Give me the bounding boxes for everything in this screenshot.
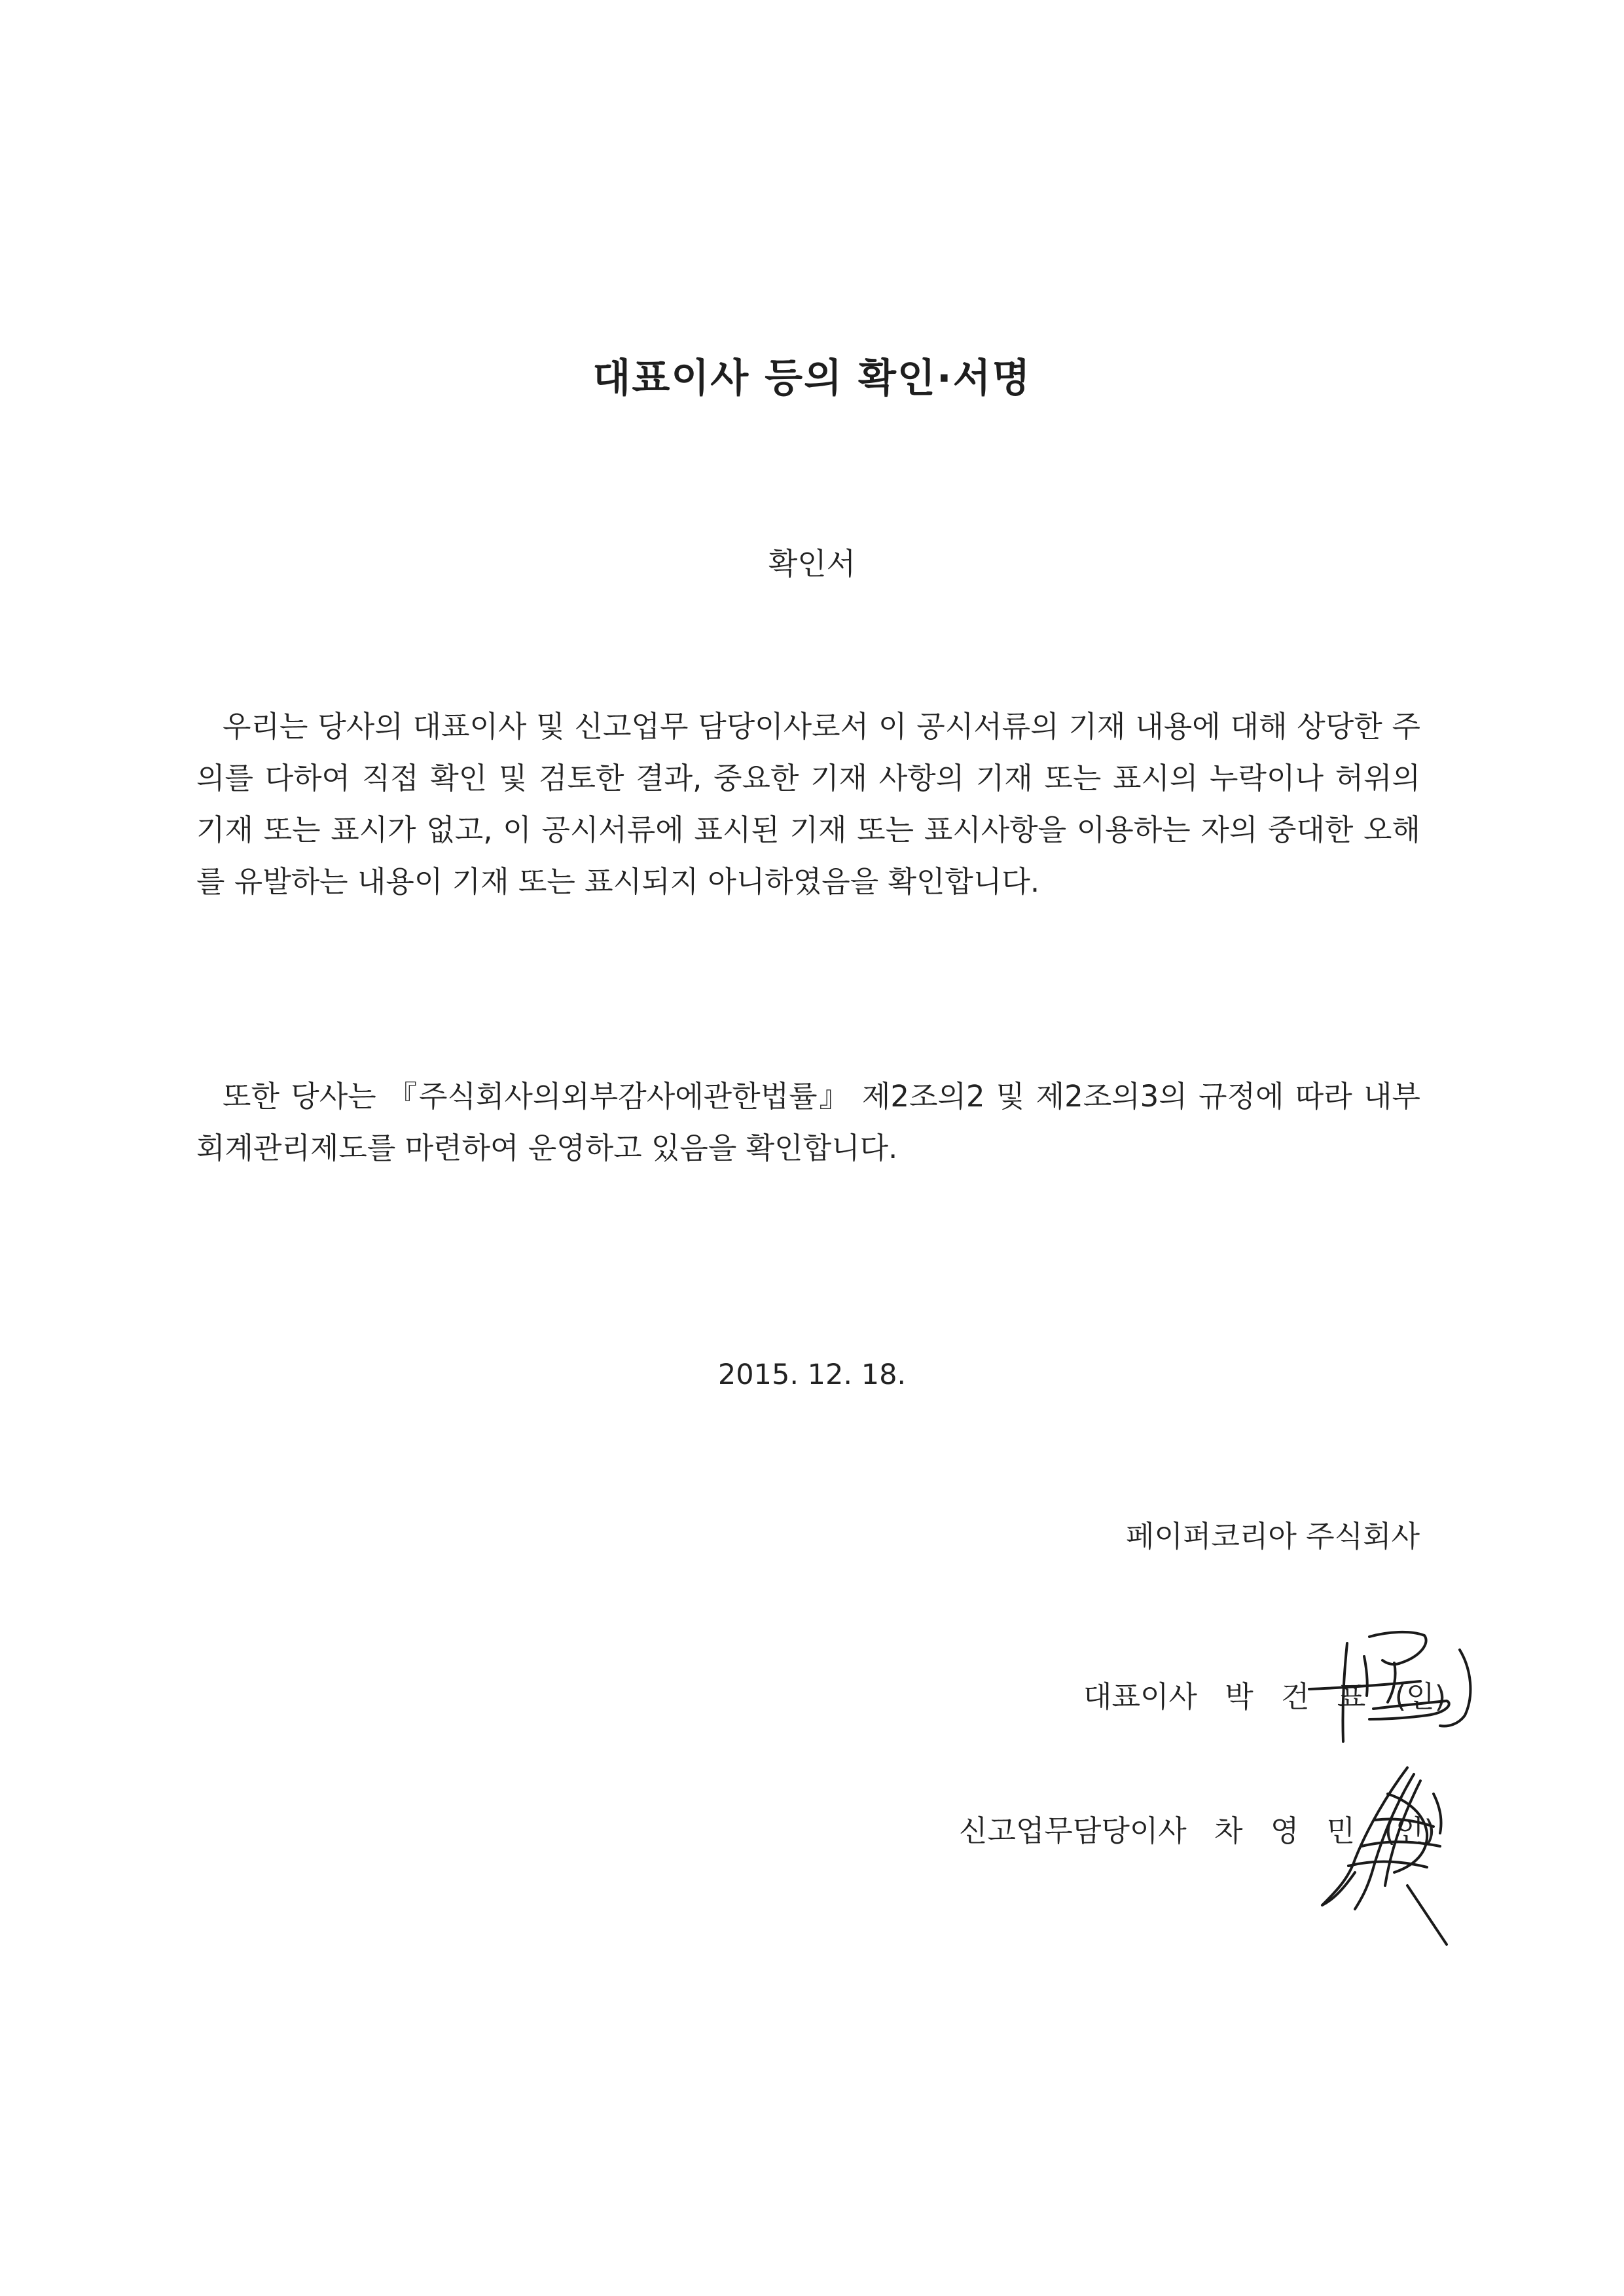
signatory-name-char: 영: [1270, 1813, 1299, 1848]
document-title: 대표이사 등의 확인·서명: [592, 355, 1032, 401]
confirmation-paragraph-2: 또한 당사는 『주식회사의외부감사에관한법률』 제2조의2 및 제2조의3의 규정에 따라 내부회계관리제도를 마련하여 운영하고 있음을 확인합니다.: [196, 1079, 1420, 1165]
signatory-role: 대표이사: [1083, 1679, 1197, 1714]
signatory-disclosure-officer: [959, 1807, 1435, 1850]
document-date: 2015. 12. 18.: [717, 1358, 907, 1391]
signatory-role: 신고업무담당이사: [959, 1813, 1187, 1848]
document-subtitle: 확인서: [768, 546, 856, 581]
signatory-name-char: 건: [1281, 1679, 1310, 1714]
seal-mark: (인): [1394, 1679, 1447, 1714]
signatory-name-char: 표: [1337, 1679, 1366, 1714]
company-name: 페이퍼코리아 주식회사: [1125, 1519, 1420, 1554]
seal-mark: (인): [1384, 1813, 1436, 1848]
confirmation-paragraph-1: 우리는 당사의 대표이사 및 신고업무 담당이사로서 이 공시서류의 기재 내용에 대해 상당한 주의를 다하여 직접 확인 및 검토한 결과, 중요한 기재 사항의 기재 또는 표시의 누락이나 허위의 기재 또는 표시가 없고, 이 공시서류에 표시된 기재 또는 표시사항을 이용하는 자의 중대한 오해를 유발하는 내용이 기재 또는 표시되지 아니하였음을 확인합니다.: [196, 709, 1420, 899]
signatory-name-char: 민: [1326, 1813, 1356, 1848]
signatory-name-char: 차: [1214, 1813, 1243, 1848]
signatory-ceo: [1083, 1673, 1446, 1715]
signatory-name-char: 박: [1225, 1679, 1254, 1714]
handwritten-signature-disclosure-officer: [1309, 1755, 1466, 1951]
